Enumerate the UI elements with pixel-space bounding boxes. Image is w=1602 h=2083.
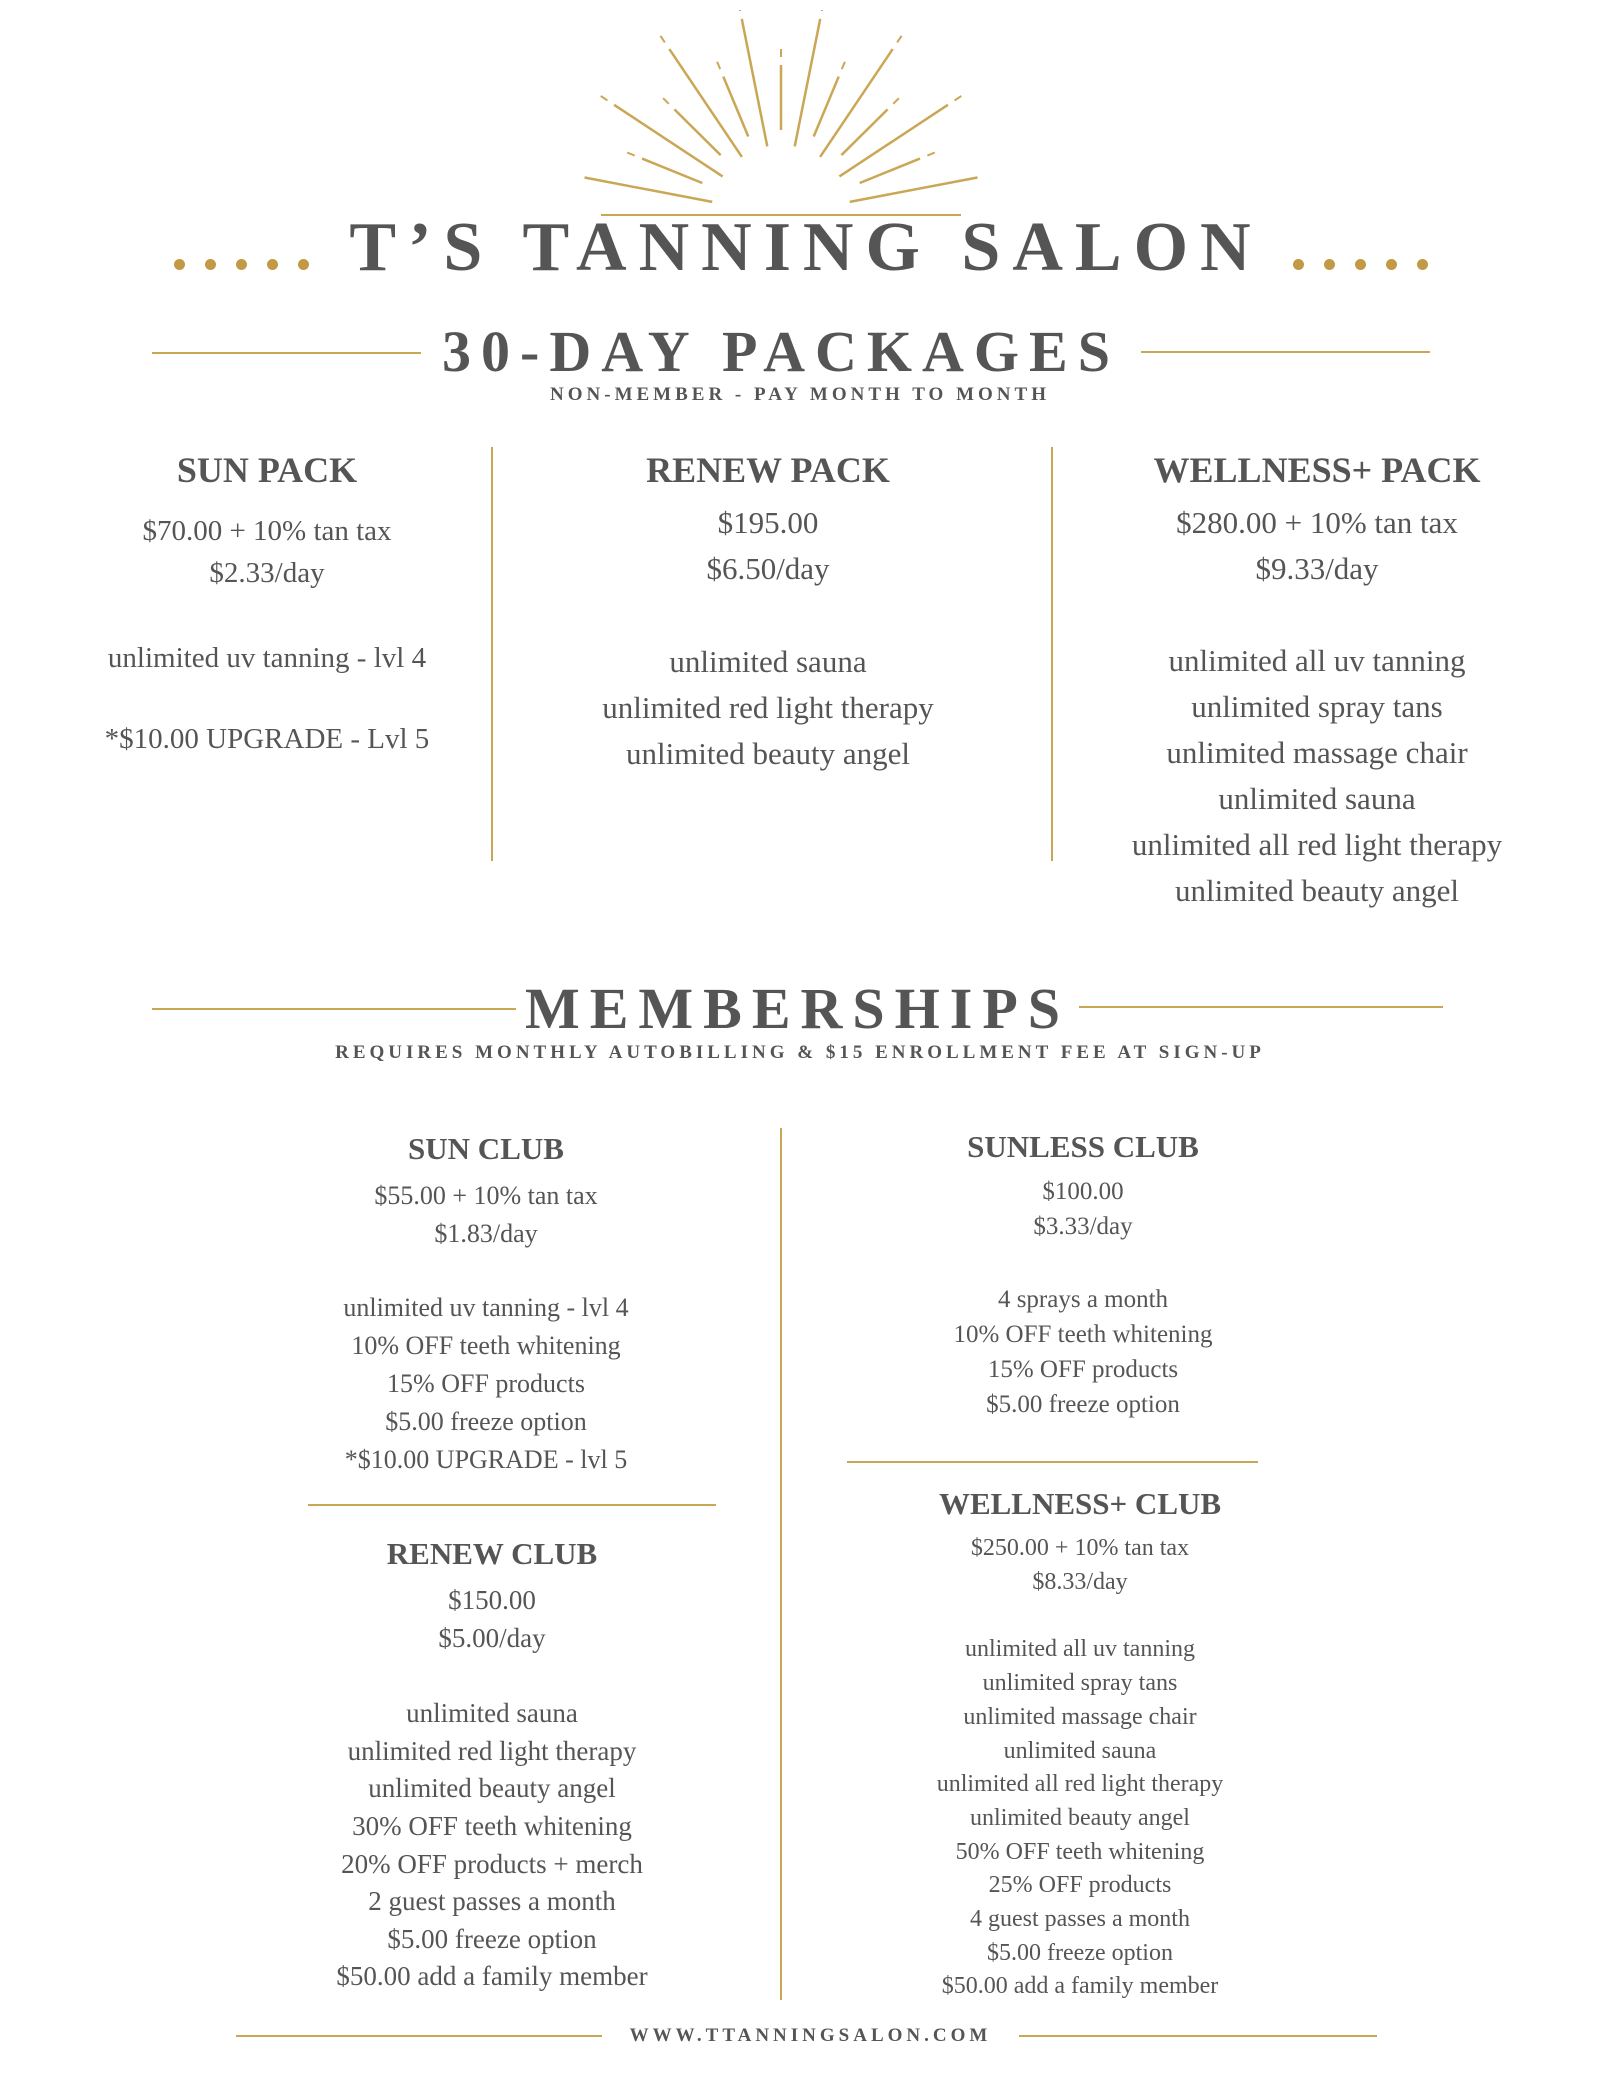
memberships-heading: MEMBERSHIPS [524,976,1071,1041]
feature: 10% OFF teeth whitening [351,1331,621,1360]
sun-ray-dash [627,153,634,156]
feature: unlimited spray tans [982,1670,1178,1697]
price: $280.00 + 10% tan tax [1176,505,1458,540]
renew-pack-details [518,500,1018,777]
feature: $5.00 freeze option [385,1407,587,1436]
memberships-subtitle: REQUIRES MONTHLY AUTOBILLING & $15 ENROLLMENT FEE AT SIGN-UP [335,1042,1265,1063]
divider [1019,2035,1377,2037]
sun-ray-dash [717,62,720,69]
feature: $5.00 freeze option [987,1939,1173,1966]
wellness-pack-details [1067,500,1567,914]
sun-ray-dash [955,96,962,100]
price-per-day: $1.83/day [434,1219,538,1248]
website-link[interactable]: WWW.TTANNINGSALON.COM [629,2025,992,2046]
price: $150.00 [448,1585,536,1615]
feature: 4 sprays a month [997,1285,1169,1313]
feature: 30% OFF teeth whitening [352,1810,632,1841]
divider [308,1504,716,1506]
feature: unlimited massage chair [963,1703,1197,1730]
sun-ray-dash [842,62,845,69]
feature: unlimited sauna [406,1698,578,1729]
upgrade: *$10.00 UPGRADE - Lvl 5 [104,723,430,755]
dots-right [1283,206,1438,290]
dots-left [164,206,319,290]
sun-pack [67,448,467,492]
sun-ray-dash [822,10,824,11]
sun-ray [585,178,713,202]
sun-ray [723,77,748,137]
sunless-club [883,1127,1283,1423]
title-text: T’S TANNING SALON [349,208,1263,286]
sun-ray [642,159,702,183]
divider [152,352,421,354]
price: $55.00 + 10% tan tax [374,1181,598,1210]
feature: $50.00 add a family member [336,1961,648,1992]
feature: unlimited beauty angel [1174,873,1460,908]
divider [1051,447,1053,861]
package-name: RENEW PACK [646,450,890,490]
feature: unlimited spray tans [1191,689,1443,724]
price: $250.00 + 10% tan tax [970,1535,1190,1561]
price: $195.00 [717,505,819,540]
sun-ray-dash [897,36,901,43]
feature: unlimited sauna [669,644,867,679]
wellness-club [880,1484,1280,2004]
price-per-day: $2.33/day [209,557,325,589]
feature: unlimited all red light therapy [1131,827,1503,862]
feature: unlimited all uv tanning [965,1636,1195,1663]
divider [847,1461,1258,1463]
package-name: SUN PACK [176,450,358,490]
feature: $50.00 add a family member [941,1973,1219,2000]
sun-ray-dash [601,96,608,100]
feature: $5.00 freeze option [387,1923,597,1954]
feature: unlimited red light therapy [602,690,934,725]
club-name: RENEW CLUB [386,1536,598,1571]
sun-ray-dash [739,10,741,11]
feature: 25% OFF products [988,1872,1172,1899]
feature: unlimited all red light therapy [936,1771,1224,1798]
feature: 20% OFF products + merch [341,1848,643,1879]
divider [152,1008,516,1010]
price-per-day: $6.50/day [706,551,830,586]
feature: unlimited sauna [1003,1737,1157,1764]
divider [1079,1006,1443,1008]
club-name: WELLNESS+ CLUB [938,1486,1222,1521]
sun-pack-prices [67,510,467,760]
feature: unlimited red light therapy [347,1735,637,1766]
divider [1141,351,1430,353]
sun-ray [850,178,978,202]
feature: 15% OFF products [987,1356,1179,1384]
feature: 50% OFF teeth whitening [955,1838,1205,1865]
sun-club [286,1129,686,1479]
feature: unlimited sauna [1218,781,1416,816]
feature: unlimited all uv tanning [1168,643,1466,678]
price-per-day: $5.00/day [438,1622,546,1653]
package-name: WELLNESS+ PACK [1153,450,1481,490]
divider [491,447,493,861]
feature: 15% OFF products [387,1369,585,1398]
price: $100.00 [1042,1178,1124,1205]
feature: unlimited uv tanning - lvl 4 [107,642,427,674]
divider [780,1128,782,2000]
sun-ray-dash [660,36,664,43]
feature: 2 guest passes a month [368,1886,616,1917]
packages-heading: 30-DAY PACKAGES [442,319,1120,384]
club-name: SUNLESS CLUB [967,1129,1199,1164]
price-per-day: $3.33/day [1033,1213,1133,1241]
club-name: SUN CLUB [408,1131,564,1166]
feature: *$10.00 UPGRADE - lvl 5 [344,1445,628,1474]
sun-ray-dash [893,98,899,104]
divider [236,2035,602,2037]
sunburst-logo [581,10,981,225]
feature: $5.00 freeze option [986,1391,1180,1419]
wellness-pack [1067,448,1567,492]
feature: unlimited beauty angel [368,1773,616,1804]
price: $70.00 + 10% tan tax [142,515,392,547]
packages-subtitle: NON-MEMBER - PAY MONTH TO MONTH [550,384,1050,405]
feature: unlimited beauty angel [970,1804,1190,1831]
renew-pack [518,448,1018,492]
feature: 10% OFF teeth whitening [953,1320,1213,1348]
sun-ray-dash [663,98,669,104]
renew-club [292,1534,692,1996]
feature: unlimited beauty angel [625,736,911,771]
sun-ray-dash [927,153,934,156]
salon-title [0,200,1602,290]
sun-ray [814,77,839,137]
price-per-day: $9.33/day [1255,551,1379,586]
feature: 4 guest passes a month [970,1906,1190,1933]
sun-ray [860,159,920,183]
price-per-day: $8.33/day [1032,1568,1128,1595]
feature: unlimited uv tanning - lvl 4 [343,1293,629,1322]
feature: unlimited massage chair [1166,735,1468,770]
